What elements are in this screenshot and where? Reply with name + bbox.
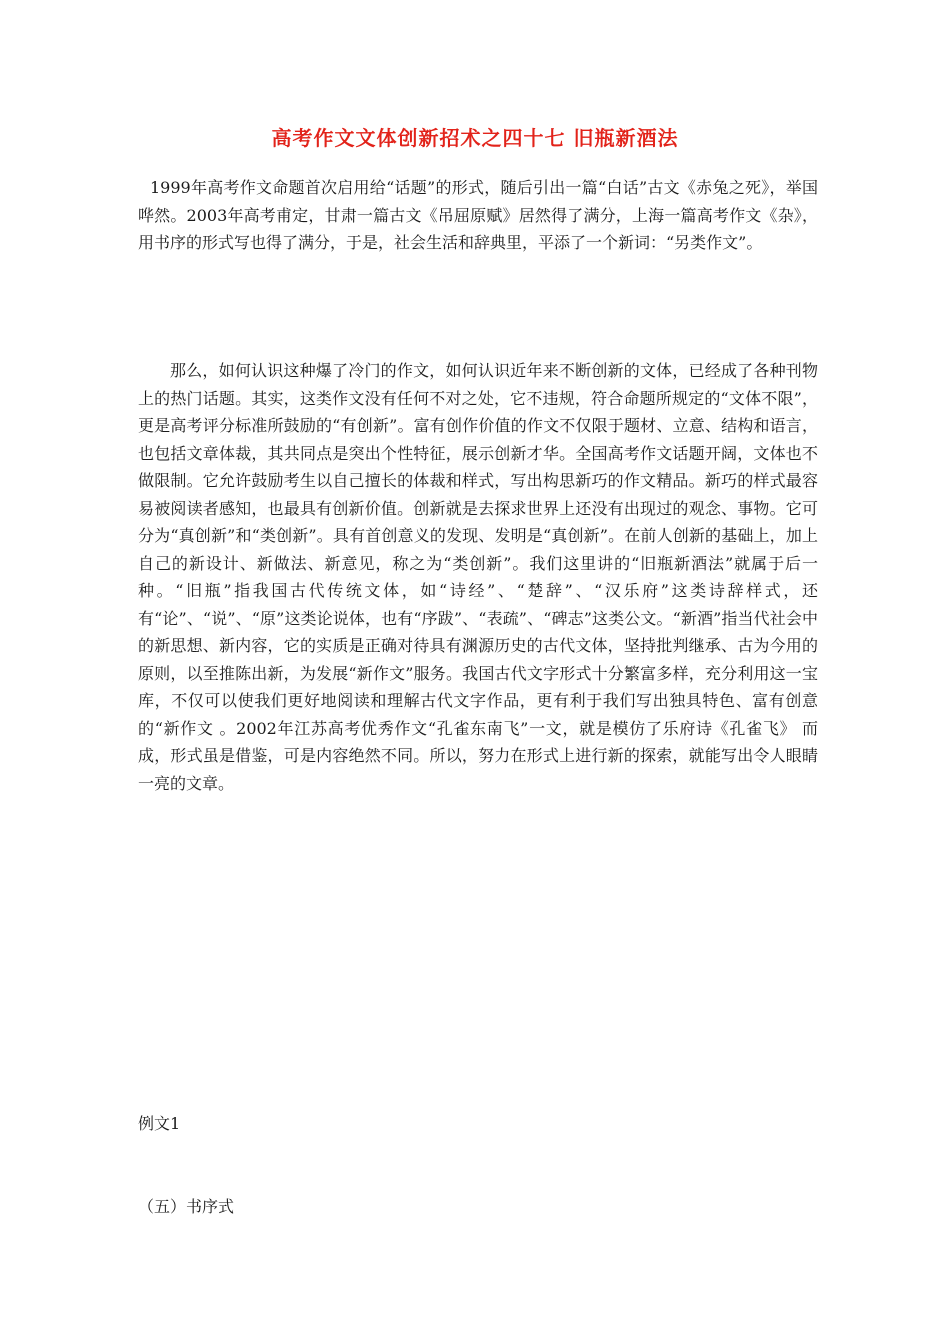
section-label: （五）书序式 [138,1197,235,1216]
document-title: 高考作文文体创新招术之四十七 旧瓶新酒法 [271,126,679,150]
paragraph-intro: 1999年高考作文命题首次启用给“话题”的形式，随后引出一篇“白话”古文《赤兔之死》，举国哗然。2003年高考甫定，甘肃一篇古文《吊屈原赋》居然得了满分，上海一篇高考作文《杂》，用书序的形式写也得了满分，于是，社会生活和辞典里，平添了一个新词：“另类作文”。 [138,178,818,252]
example-label: 例文1 [138,1114,181,1133]
paragraph-body: 那么，如何认识这种爆了冷门的作文，如何认识近年来不断创新的文体，已经成了各种刊物上的热门话题。其实，这类作文没有任何不对之处，它不违规，符合命题所规定的“文体不限”，更是高考评分标准所鼓励的“有创新”。富有创作价值的作文不仅限于题材、立意、结构和语言，也包括文章体裁，其共同点是突出个性特征，展示创新才华。全国高考作文话题开阔，文体也不做限制。它允许鼓励考生以自己擅长的体裁和样式，写出构思新巧的作文精品。新巧的样式最容易被阅读者感知，也最具有创新价值。创新就是去探求世界上还没有出现过的观念、事物。它可分为“真创新”和“类创新”。具有首创意义的发现、发明是“真创新”。在前人创新的基础上，加上自己的新设计、新做法、新意见，称之为“类创新”。我们这里讲的“旧瓶新酒法”就属于后一种。“旧瓶”指我国古代传统文体，如“诗经”、“楚辞”、“汉乐府”这类诗辞样式，还有“论”、“说”、“原”这类论说体，也有“序跋”、“表疏”、“碑志”这类公文。“新酒”指当代社会中的新思想、新内容，它的实质是正确对待具有渊源历史的古代文体，坚持批判继承、古为今用的原则，以至推陈出新，为发展“新作文”服务。我国古代文字形式十分繁富多样，充分利用这一宝库，不仅可以使我们更好地阅读和理解古代文字作品，更有利于我们写出独具特色、富有创意的“新作文 。2002年江苏高考优秀作文“孔雀东南飞”一文，就是模仿了乐府诗《孔雀飞》 而成，形式虽是借鉴，可是内容绝然不同。所以，努力在形式上进行新的探索，就能写出令人眼睛一亮的文章。 [138,361,818,793]
